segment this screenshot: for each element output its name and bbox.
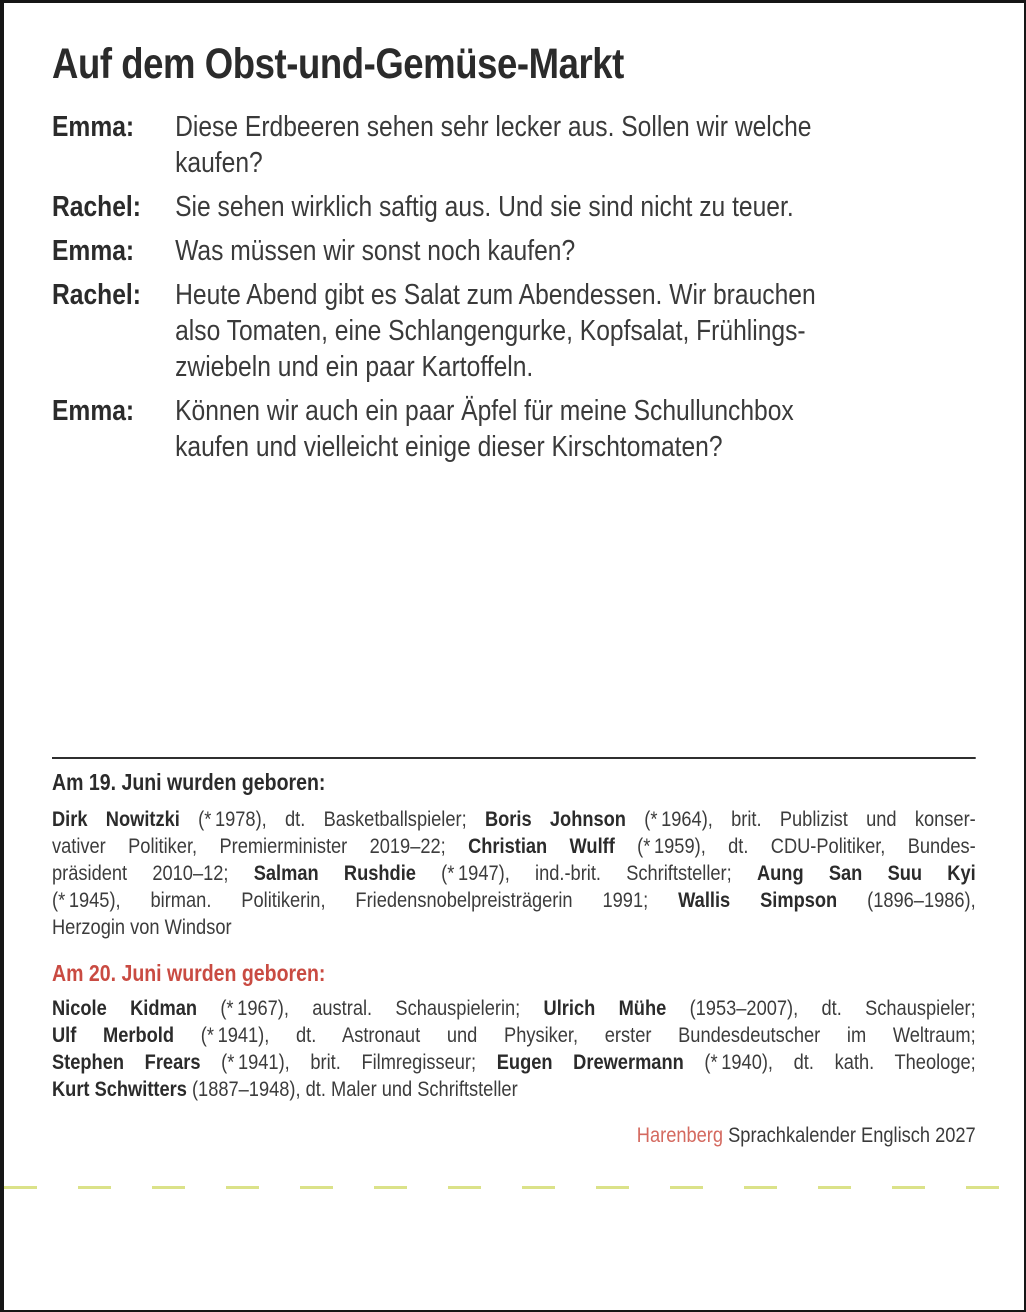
dialogue-text (175, 109, 976, 181)
person-name: Eugen Drewermann (496, 1050, 684, 1074)
person-name: Nicole Kidman (52, 996, 198, 1020)
page-title: Auf dem Obst-und-Gemüse-Markt (52, 40, 624, 88)
dialogue-turn (52, 277, 976, 385)
person-description: vativer Politiker, Premierminister 2019–22; (52, 834, 469, 858)
person-name: Dirk Nowitzki (52, 807, 180, 831)
person-description: Herzogin von Windsor (52, 915, 232, 939)
bio-line (52, 995, 976, 1022)
dialogue-text (175, 277, 976, 385)
person-name: Stephen Frears (52, 1050, 201, 1074)
person-name: Kurt Schwitters (52, 1077, 187, 1101)
dialogue-turn (52, 233, 976, 269)
person-description: (* 1978), dt. Basketballspieler; (179, 807, 485, 831)
birthdays-june20-heading: Am 20. Juni wurden geboren: (52, 960, 326, 986)
person-description: (* 1959), dt. CDU-Politiker, Bundes- (614, 834, 976, 858)
person-description: (1887–1948), dt. Maler und Schriftsteller (186, 1077, 518, 1101)
speaker-label: Rachel: (52, 279, 141, 311)
dialogue-line: Diese Erdbeeren sehen sehr lecker aus. Sollen wir welche (175, 111, 812, 143)
speaker-label: Emma: (52, 395, 135, 427)
bio-line (52, 887, 976, 914)
bio-line (52, 914, 976, 941)
bio-line (52, 1076, 976, 1103)
dialogue-text (175, 393, 976, 465)
person-description: (1953–2007), dt. Schauspieler; (666, 996, 976, 1020)
perforation-dashed-line (4, 1186, 1024, 1189)
content-area (52, 0, 976, 1312)
dialogue-line: Heute Abend gibt es Salat zum Abendessen. Wir brauchen (175, 279, 816, 311)
person-name: Ulrich Mühe (543, 996, 667, 1020)
dialogue-turn (52, 393, 976, 465)
imprint (52, 1122, 976, 1149)
bio-line (52, 860, 976, 887)
dialogue-line: Können wir auch ein paar Äpfel für meine Schullunchbox (175, 395, 794, 427)
person-name: Christian Wulff (468, 834, 615, 858)
person-description: (* 1967), austral. Schauspielerin; (197, 996, 544, 1020)
person-name: Salman Rushdie (253, 861, 416, 885)
person-name: Ulf Merbold (52, 1023, 175, 1047)
dialogue-line: zwiebeln und ein paar Kartoffeln. (175, 351, 534, 383)
person-name: Boris Johnson (484, 807, 626, 831)
dialogue-turn (52, 189, 976, 225)
birthdays-june20-paragraph (52, 995, 976, 1103)
person-description: präsident 2010–12; (52, 861, 254, 885)
bio-line (52, 806, 976, 833)
birthdays-june19-heading: Am 19. Juni wurden geboren: (52, 769, 326, 795)
person-description: (* 1940), dt. kath. Theologe; (683, 1050, 976, 1074)
person-description: (* 1945), birman. Politikerin, Friedensnobelpreisträgerin 1991; (52, 888, 679, 912)
person-description: (* 1941), brit. Filmregisseur; (200, 1050, 497, 1074)
speaker-label: Rachel: (52, 191, 141, 223)
section-divider (52, 757, 976, 759)
bio-line (52, 833, 976, 860)
speaker-label: Emma: (52, 235, 135, 267)
person-description: (* 1941), dt. Astronaut und Physiker, erster Bundesdeutscher im Weltraum; (174, 1023, 976, 1047)
dialogue-line: Sie sehen wirklich saftig aus. Und sie sind nicht zu teuer. (175, 191, 794, 223)
person-description: (1896–1986), (837, 888, 976, 912)
dialogue-line: kaufen und vielleicht einige dieser Kirschtomaten? (175, 431, 723, 463)
birthdays-june19-paragraph (52, 806, 976, 941)
person-description: (* 1947), ind.-brit. Schriftsteller; (415, 861, 757, 885)
dialogue-line: kaufen? (175, 147, 263, 179)
dialogue-turn (52, 109, 976, 181)
speaker-label: Emma: (52, 111, 135, 143)
person-description: (* 1964), brit. Publizist und konser- (625, 807, 976, 831)
dialogue-text (175, 189, 976, 225)
person-name: Wallis Simpson (678, 888, 838, 912)
bio-line (52, 1022, 976, 1049)
imprint-brand: Harenberg (636, 1123, 724, 1147)
dialogue (52, 109, 976, 473)
bio-line (52, 1049, 976, 1076)
dialogue-text (175, 233, 976, 269)
dialogue-line: Was müssen wir sonst noch kaufen? (175, 235, 576, 267)
person-name: Aung San Suu Kyi (756, 861, 976, 885)
imprint-title: Sprachkalender Englisch 2027 (723, 1123, 976, 1147)
dialogue-line: also Tomaten, eine Schlangengurke, Kopfsalat, Frühlings- (175, 315, 806, 347)
